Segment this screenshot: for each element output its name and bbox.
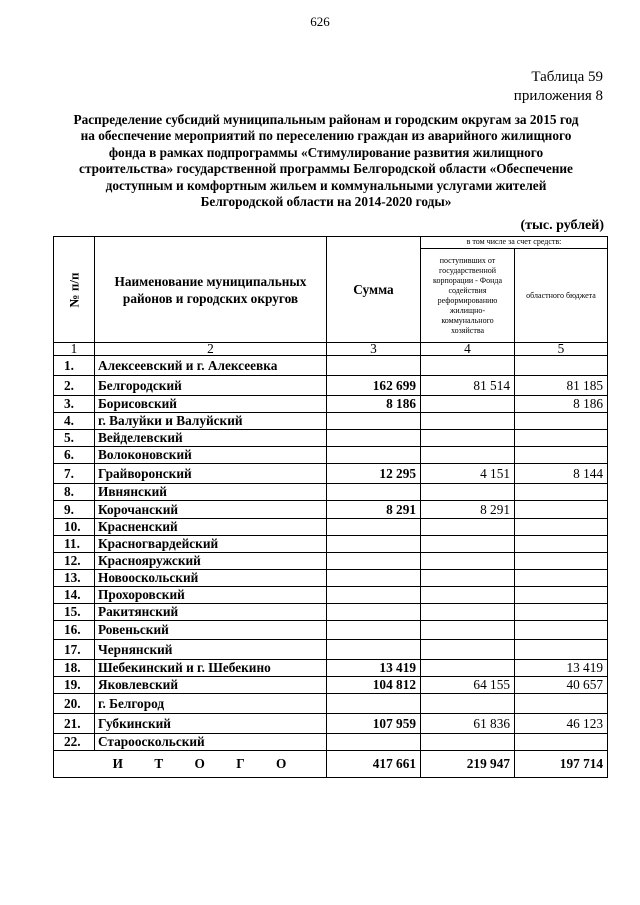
total-row xyxy=(54,751,608,778)
row-regional xyxy=(515,501,608,519)
row-fund xyxy=(421,640,515,660)
row-fund xyxy=(421,604,515,621)
row-sum xyxy=(327,536,421,553)
row-fund: 64 155 xyxy=(421,677,515,694)
row-sum xyxy=(327,734,421,751)
table-label-line2: приложения 8 xyxy=(513,88,603,104)
row-name: г. Белгород xyxy=(95,694,327,714)
row-name: Борисовский xyxy=(95,396,327,413)
row-sum xyxy=(327,356,421,376)
row-regional xyxy=(515,621,608,640)
title-line: Белгородской области на 2014-2020 годы» xyxy=(200,194,452,210)
header-regional: областного бюджета xyxy=(515,249,608,343)
row-number: 1. xyxy=(54,356,95,376)
row-number: 16. xyxy=(54,621,95,640)
row-number: 3. xyxy=(54,396,95,413)
row-name: Корочанский xyxy=(95,501,327,519)
table-row xyxy=(54,447,608,464)
table-row xyxy=(54,376,608,396)
row-fund xyxy=(421,660,515,677)
subsidy-table xyxy=(53,236,608,778)
table-row xyxy=(54,396,608,413)
row-name: Волоконовский xyxy=(95,447,327,464)
row-sum xyxy=(327,447,421,464)
row-sum xyxy=(327,430,421,447)
table-row xyxy=(54,553,608,570)
row-fund xyxy=(421,570,515,587)
row-fund xyxy=(421,553,515,570)
row-number: 14. xyxy=(54,587,95,604)
row-number: 11. xyxy=(54,536,95,553)
table-body xyxy=(54,356,608,751)
row-number: 22. xyxy=(54,734,95,751)
row-number: 7. xyxy=(54,464,95,484)
table-row xyxy=(54,604,608,621)
row-sum: 13 419 xyxy=(327,660,421,677)
table-row xyxy=(54,356,608,376)
row-regional xyxy=(515,356,608,376)
table-row xyxy=(54,501,608,519)
row-regional xyxy=(515,694,608,714)
row-number: 5. xyxy=(54,430,95,447)
row-regional xyxy=(515,570,608,587)
column-number: 4 xyxy=(421,343,515,356)
row-name: Грайворонский xyxy=(95,464,327,484)
row-sum: 104 812 xyxy=(327,677,421,694)
row-regional: 81 185 xyxy=(515,376,608,396)
row-name: Ровеньский xyxy=(95,621,327,640)
row-sum: 8 291 xyxy=(327,501,421,519)
row-name: г. Валуйки и Валуйский xyxy=(95,413,327,430)
row-number: 4. xyxy=(54,413,95,430)
row-name: Губкинский xyxy=(95,714,327,734)
title-line: на обеспечение мероприятий по переселению граждан из аварийного жилищного xyxy=(80,128,572,144)
row-fund xyxy=(421,484,515,501)
total-label: И Т О Г О xyxy=(54,751,327,778)
row-regional: 8 144 xyxy=(515,464,608,484)
header-including: в том числе за счет средств: xyxy=(421,237,608,249)
row-sum xyxy=(327,621,421,640)
row-sum: 162 699 xyxy=(327,376,421,396)
row-sum: 107 959 xyxy=(327,714,421,734)
row-number: 13. xyxy=(54,570,95,587)
row-regional: 13 419 xyxy=(515,660,608,677)
row-fund: 81 514 xyxy=(421,376,515,396)
row-name: Шебекинский и г. Шебекино xyxy=(95,660,327,677)
table-row xyxy=(54,734,608,751)
table-row xyxy=(54,464,608,484)
row-regional: 46 123 xyxy=(515,714,608,734)
row-regional: 40 657 xyxy=(515,677,608,694)
table-row xyxy=(54,430,608,447)
row-name: Алексеевский и г. Алексеевка xyxy=(95,356,327,376)
row-name: Ракитянский xyxy=(95,604,327,621)
row-regional xyxy=(515,587,608,604)
row-sum xyxy=(327,570,421,587)
row-fund: 61 836 xyxy=(421,714,515,734)
row-fund xyxy=(421,621,515,640)
row-name: Красненский xyxy=(95,519,327,536)
table-row xyxy=(54,484,608,501)
column-number: 2 xyxy=(95,343,327,356)
table-row xyxy=(54,587,608,604)
total-sum: 417 661 xyxy=(327,751,421,778)
row-number: 8. xyxy=(54,484,95,501)
row-name: Яковлевский xyxy=(95,677,327,694)
total-regional: 197 714 xyxy=(515,751,608,778)
row-sum: 8 186 xyxy=(327,396,421,413)
header-num xyxy=(54,237,95,343)
row-number: 20. xyxy=(54,694,95,714)
row-fund: 4 151 xyxy=(421,464,515,484)
row-number: 9. xyxy=(54,501,95,519)
header-sum: Сумма xyxy=(327,237,421,343)
units-label: (тыс. рублей) xyxy=(520,218,604,233)
row-number: 2. xyxy=(54,376,95,396)
column-number: 1 xyxy=(54,343,95,356)
row-regional xyxy=(515,604,608,621)
row-fund xyxy=(421,413,515,430)
row-sum xyxy=(327,604,421,621)
column-number: 3 xyxy=(327,343,421,356)
row-fund xyxy=(421,734,515,751)
row-regional xyxy=(515,484,608,501)
document-title xyxy=(52,112,600,210)
row-fund xyxy=(421,519,515,536)
total-fund: 219 947 xyxy=(421,751,515,778)
row-sum: 12 295 xyxy=(327,464,421,484)
row-fund xyxy=(421,396,515,413)
header-num-label: № п/п xyxy=(66,272,81,307)
row-regional xyxy=(515,430,608,447)
row-name: Вейделевский xyxy=(95,430,327,447)
table-label-line1: Таблица 59 xyxy=(531,69,603,85)
row-name: Чернянский xyxy=(95,640,327,660)
row-regional xyxy=(515,640,608,660)
table-row xyxy=(54,660,608,677)
column-numbers-row xyxy=(54,343,608,356)
row-fund xyxy=(421,536,515,553)
table-row xyxy=(54,677,608,694)
row-sum xyxy=(327,587,421,604)
row-regional xyxy=(515,413,608,430)
title-line: строительства» государственной программы Белгородской области «Обеспечение xyxy=(79,161,573,177)
table-row xyxy=(54,519,608,536)
row-name: Краснояружский xyxy=(95,553,327,570)
row-fund xyxy=(421,447,515,464)
row-number: 19. xyxy=(54,677,95,694)
row-regional xyxy=(515,553,608,570)
row-name: Прохоровский xyxy=(95,587,327,604)
row-number: 12. xyxy=(54,553,95,570)
row-regional xyxy=(515,536,608,553)
row-sum xyxy=(327,640,421,660)
row-sum xyxy=(327,413,421,430)
row-number: 18. xyxy=(54,660,95,677)
row-name: Красногвардейский xyxy=(95,536,327,553)
row-sum xyxy=(327,553,421,570)
table-row xyxy=(54,694,608,714)
row-number: 6. xyxy=(54,447,95,464)
row-fund: 8 291 xyxy=(421,501,515,519)
row-regional xyxy=(515,519,608,536)
row-number: 15. xyxy=(54,604,95,621)
row-number: 21. xyxy=(54,714,95,734)
row-fund xyxy=(421,694,515,714)
title-line: Распределение субсидий муниципальным районам и городским округам за 2015 год xyxy=(73,112,579,127)
table-row xyxy=(54,413,608,430)
row-name: Белгородский xyxy=(95,376,327,396)
row-fund xyxy=(421,430,515,447)
table-row xyxy=(54,536,608,553)
row-name: Старооскольский xyxy=(95,734,327,751)
header-fund: поступивших от государственной корпорации - Фонда содействия реформированию жилищно-коммунального хозяйства xyxy=(421,249,515,343)
header-name: Наименование муниципальных районов и городских округов xyxy=(95,237,327,343)
row-sum xyxy=(327,519,421,536)
title-line: доступным и комфортным жильем и коммунальными услугами жителей xyxy=(105,177,547,193)
table-row xyxy=(54,640,608,660)
row-number: 17. xyxy=(54,640,95,660)
column-number: 5 xyxy=(515,343,608,356)
row-name: Новооскольский xyxy=(95,570,327,587)
row-regional xyxy=(515,447,608,464)
table-row xyxy=(54,570,608,587)
row-regional xyxy=(515,734,608,751)
row-sum xyxy=(327,694,421,714)
row-regional: 8 186 xyxy=(515,396,608,413)
page-number: 626 xyxy=(310,14,330,29)
table-row xyxy=(54,621,608,640)
row-fund xyxy=(421,356,515,376)
row-name: Ивнянский xyxy=(95,484,327,501)
table-label xyxy=(514,68,603,106)
row-sum xyxy=(327,484,421,501)
title-line: фонда в рамках подпрограммы «Стимулирование развития жилищного xyxy=(108,144,544,160)
row-number: 10. xyxy=(54,519,95,536)
table-row xyxy=(54,714,608,734)
row-fund xyxy=(421,587,515,604)
